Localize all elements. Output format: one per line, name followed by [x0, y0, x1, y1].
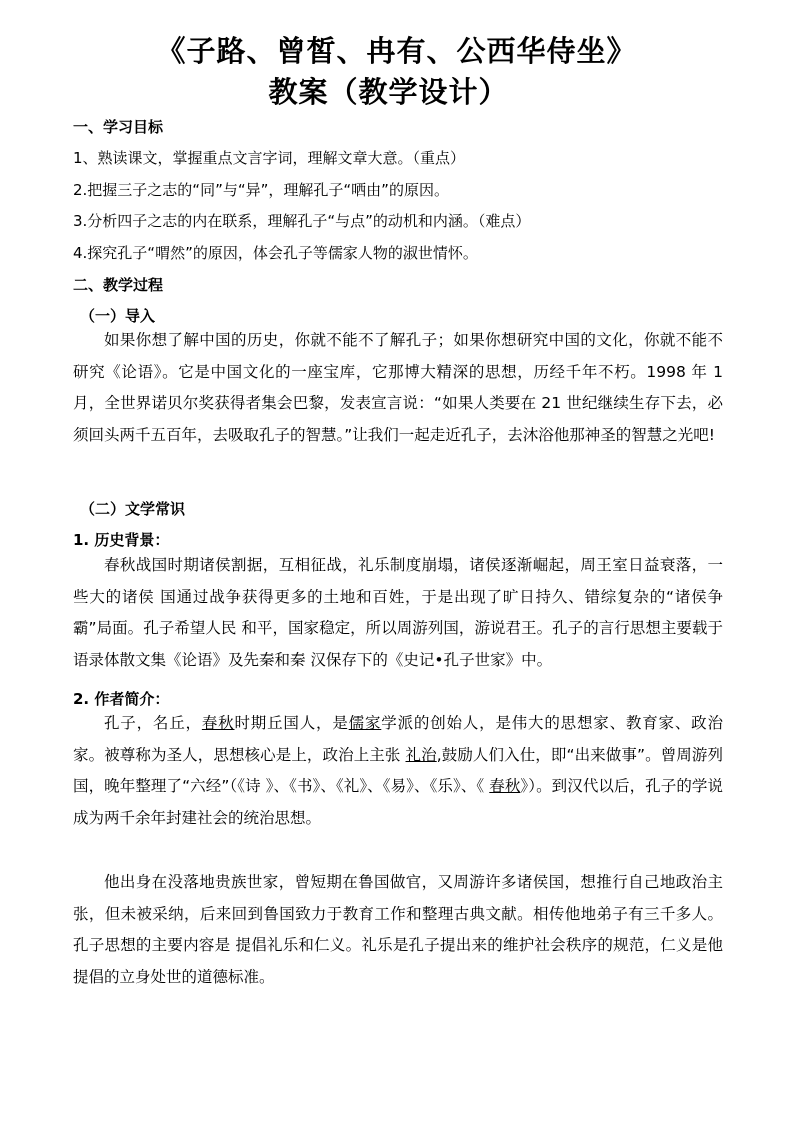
link-chunqiu[interactable]: 春秋	[201, 714, 235, 732]
section-heading-learning-goals: 一、学习目标	[73, 118, 164, 136]
author-intro-text-c: 学派的创始人，是伟大的思想家、教育家、政治家。被尊称为圣人，思想核心是上，政治上主张	[73, 714, 723, 764]
link-chunqiu-book[interactable]: 春秋	[489, 777, 521, 795]
heading-author-introduction: 2. 作者简介：	[73, 690, 170, 708]
heading-historical-background: 1. 历史背景：	[73, 531, 170, 549]
historical-background-paragraph: 春秋战国时期诸侯割据，互相征战，礼乐制度崩塌，诸侯逐渐崛起，周王室日益衰落，一些大的诸侯 国通过战争获得更多的土地和百姓，于是出现了旷日持久、错综复杂的“诸侯争霸”局面。孔子希望人民 和平，国家稳定，所以周游列国，游说君王。孔子的言行思想主要载于语录体散文集《论语》及先秦和秦 汉保存下的《史记•孔子世家》中。	[73, 556, 723, 669]
document-title-line2: 教案（教学设计）	[268, 75, 509, 109]
link-rujia[interactable]: 儒家	[348, 714, 382, 732]
author-intro-paragraph-2: 他出身在没落地贵族世家，曾短期在鲁国做官，又周游许多诸侯国，想推行自己地政治主张，但未被采纳，后来回到鲁国致力于教育工作和整理古典文献。相传他地弟子有三千多人。孔子思想的主要内容是 提倡礼乐和仁义。礼乐是孔子提出来的维护社会秩序的规范，仁义是他提倡的立身处世的道德标准。	[73, 873, 723, 986]
author-intro-text-e: 》）。到汉代以后，孔子的学说成为两千余年封建社会的统治思想。	[73, 777, 723, 827]
author-intro-text-a: 孔子，名丘，	[104, 714, 202, 732]
section-heading-teaching-process: 二、教学过程	[73, 276, 164, 294]
goal-item-1: 1、熟读课文，掌握重点文言字词，理解文章大意。（重点）	[73, 149, 466, 167]
subsection-heading-introduction: （一）导入	[80, 307, 156, 325]
goal-item-3: 3.分析四子之志的内在联系，理解孔子“与点”的动机和内涵。（难点）	[73, 212, 531, 230]
author-intro-text-b: 时期丘国人，是	[234, 714, 349, 732]
link-lizhi[interactable]: 礼治	[405, 745, 437, 764]
author-intro-paragraph-1	[73, 708, 723, 834]
subsection-heading-literary-knowledge: （二）文学常识	[80, 500, 186, 518]
goal-item-2: 2.把握三子之志的“同”与“异”，理解孔子“哂由”的原因。	[73, 181, 449, 199]
document-title-line1: 《子路、曾皙、冉有、公西华侍坐》	[156, 34, 637, 68]
goal-item-4: 4.探究孔子“喟然”的原因，体会孔子等儒家人物的淑世情怀。	[73, 244, 478, 262]
author-intro-text-d: ,鼓励人们入仕，即“出来做事”。曾周游列国，晚年整理了“六经”（《诗 》、《书》、《礼》、《易》、《乐》、《	[73, 745, 723, 795]
introduction-paragraph: 如果你想了解中国的历史，你就不能不了解孔子；如果你想研究中国的文化，你就不能不研究《论语》。它是中国文化的一座宝库，它那博大精深的思想，历经千年不朽。1998 年 1 月，全世界诺贝尔奖获得者集会巴黎，发表宣言说：“如果人类要在 21 世纪继续生存下去，必须回头两千五百年，去吸取孔子的智慧。”让我们一起走近孔子，去沐浴他那神圣的智慧之光吧!	[73, 331, 723, 444]
